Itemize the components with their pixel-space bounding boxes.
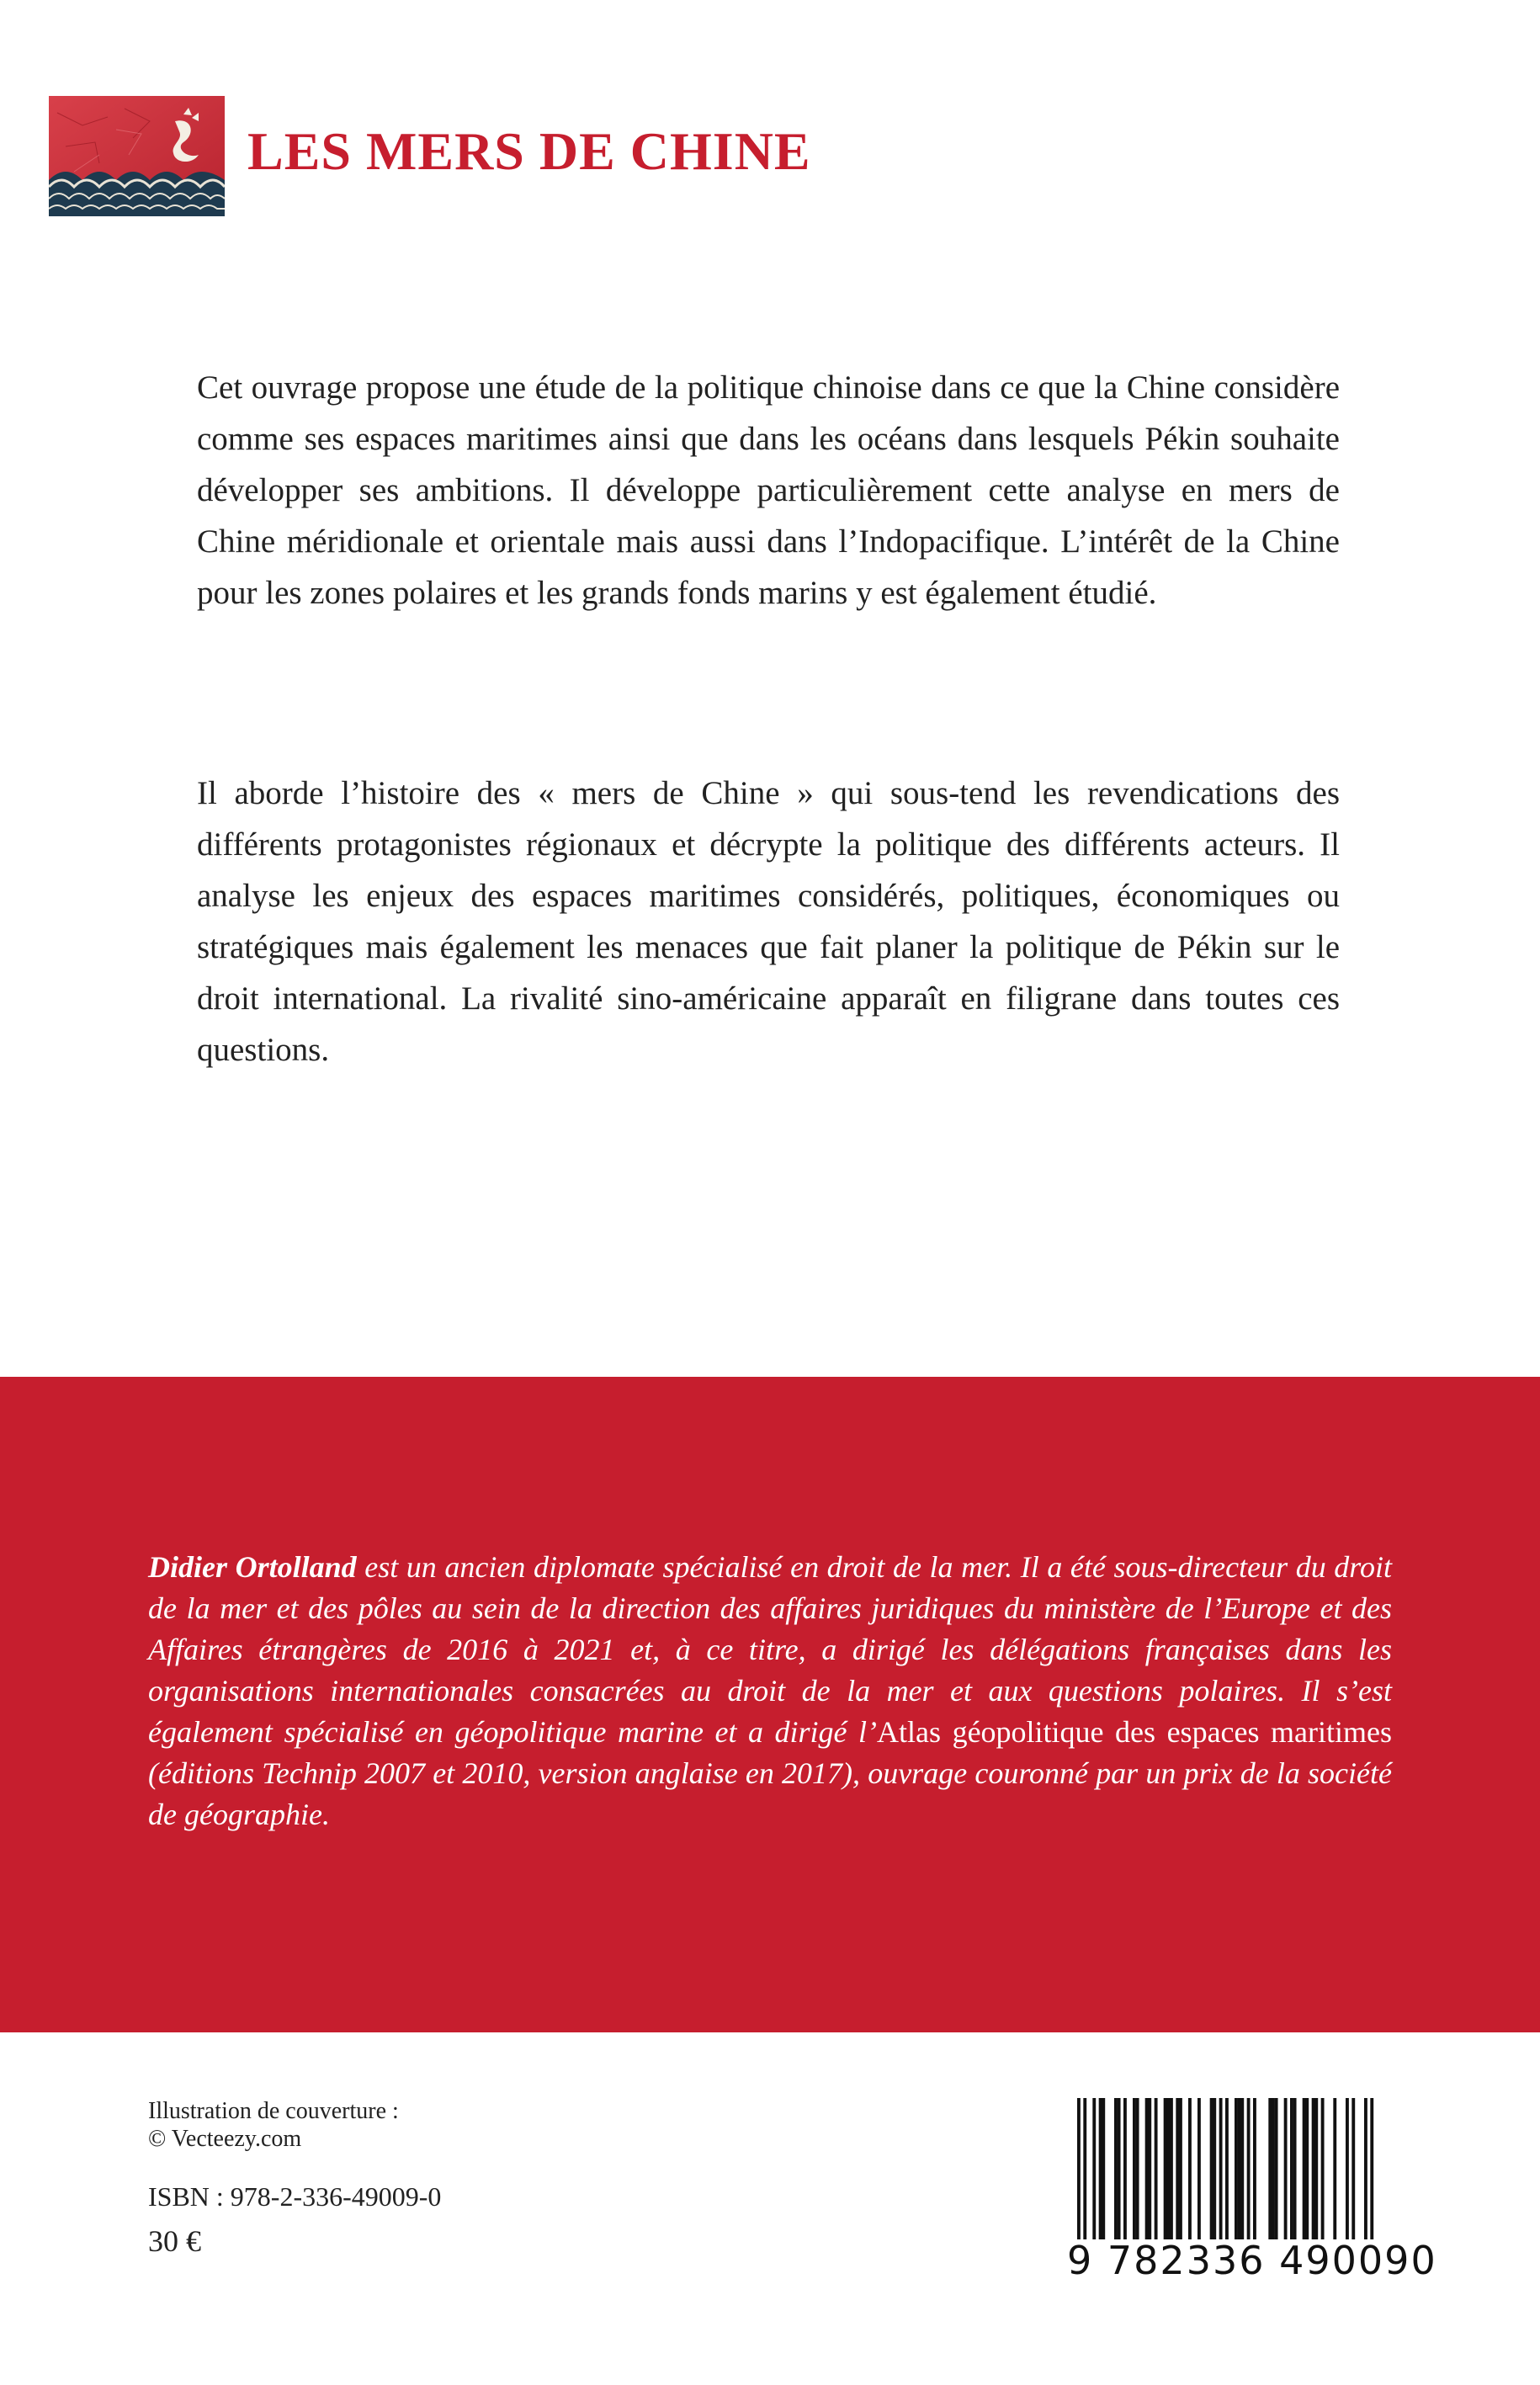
barcode-bar (1268, 2098, 1272, 2245)
barcode-bar (1238, 2098, 1241, 2245)
author-bio (148, 1547, 1392, 1835)
barcode-bar (1197, 2098, 1201, 2245)
barcode-bar (1118, 2098, 1121, 2245)
barcode-bar (1303, 2098, 1306, 2245)
barcode-bar (1275, 2098, 1278, 2245)
cover-thumbnail (49, 96, 225, 216)
barcode-bar (1321, 2098, 1325, 2245)
barcode-bar (1240, 2098, 1244, 2245)
barcode-bar (1102, 2098, 1105, 2245)
barcode-bar (1136, 2098, 1139, 2245)
barcode-bar (1225, 2098, 1229, 2245)
barcode-bar (1176, 2098, 1179, 2245)
barcode-digits: 9 782336 490090 (1067, 2238, 1437, 2283)
cover-credits (148, 2097, 399, 2153)
author-book-title: Atlas géopolitique des espaces maritimes (877, 1715, 1393, 1749)
barcode-bar (1077, 2098, 1081, 2245)
barcode-bar (1235, 2098, 1238, 2245)
barcode-bar (1145, 2098, 1149, 2245)
barcode-bar (1164, 2098, 1167, 2245)
price-text: 30 € (148, 2224, 201, 2258)
barcode-bar (1351, 2098, 1355, 2245)
barcode-bar (1370, 2098, 1373, 2245)
barcode-bar (1123, 2098, 1127, 2245)
barcode-bar (1364, 2098, 1367, 2245)
barcode-bar (1253, 2098, 1256, 2245)
barcode-bar (1170, 2098, 1173, 2245)
barcode-bar (1083, 2098, 1086, 2245)
author-bio-text-1: est un ancien diplomate spécialisé en droit de la mer. Il a été sous-directeur du droit de la mer et des pôles au sein de la direction des affaires juridiques du ministère de l’Europe et des Affaires étrangères de 2016 à 2021 et, à ce titre, a dirigé les délégations françaises dans les organisations internationales consacrées au droit de la mer et aux questions polaires. Il s’est également spécialisé en géopolitique marine et a dirigé l’ (148, 1550, 1392, 1749)
barcode-bar (1210, 2098, 1213, 2245)
barcode-bar (1293, 2098, 1297, 2245)
isbn-text: ISBN : 978-2-336-49009-0 (148, 2181, 442, 2212)
barcode-bar (1213, 2098, 1216, 2245)
barcode-bar (1290, 2098, 1293, 2245)
barcode-bar (1092, 2098, 1096, 2245)
barcode-bar (1312, 2098, 1315, 2245)
credits-line-1: Illustration de couverture : (148, 2098, 399, 2124)
barcode-bar (1188, 2098, 1192, 2245)
barcode-bar (1155, 2098, 1158, 2245)
summary-paragraph-1: Cet ouvrage propose une étude de la politique chinoise dans ce que la Chine considère comme ses espaces maritimes ainsi que dans les océans dans lesquels Pékin souhaite développer ses ambitions. Il développe particulièrement cette analyse en mers de Chine méridionale et orientale mais aussi dans l’Indopacifique. L’intérêt de la Chine pour les zones polaires et les grands fonds marins y est également étudié. (197, 369, 1340, 611)
barcode-bar (1114, 2098, 1118, 2245)
barcode-bar (1305, 2098, 1309, 2245)
book-title: LES MERS DE CHINE (247, 121, 811, 181)
summary-paragraph-2: Il aborde l’histoire des « mers de Chine » qui sous-tend les revendications des différents protagonistes régionaux et décrypte la politique des différents acteurs. Il analyse les enjeux des espaces maritimes considérés, politiques, économiques ou stratégiques mais également les menaces que fait planer la politique de Pékin sur le droit international. La rivalité sino-américaine apparaît en filigrane dans toutes ces questions. (197, 775, 1340, 1068)
barcode-bar (1247, 2098, 1251, 2245)
barcode-bar (1346, 2098, 1349, 2245)
barcode-bar (1272, 2098, 1275, 2245)
author-bio-text-2: (éditions Technip 2007 et 2010, version anglaise en 2017), ouvrage couronné par un prix de la société de géographie. (148, 1756, 1392, 1831)
barcode-bar (1179, 2098, 1182, 2245)
barcode-bar (1219, 2098, 1223, 2245)
dragon-wave-icon (49, 96, 225, 216)
barcode-bar (1166, 2098, 1170, 2245)
barcode-bar (1284, 2098, 1288, 2245)
barcode-bar (1148, 2098, 1151, 2245)
barcode-bar (1133, 2098, 1136, 2245)
barcode-bar (1333, 2098, 1336, 2245)
barcode-bar (1314, 2098, 1318, 2245)
barcode-bar (1099, 2098, 1102, 2245)
credits-line-2: © Vecteezy.com (148, 2126, 302, 2152)
author-name: Didier Ortolland (148, 1550, 357, 1584)
